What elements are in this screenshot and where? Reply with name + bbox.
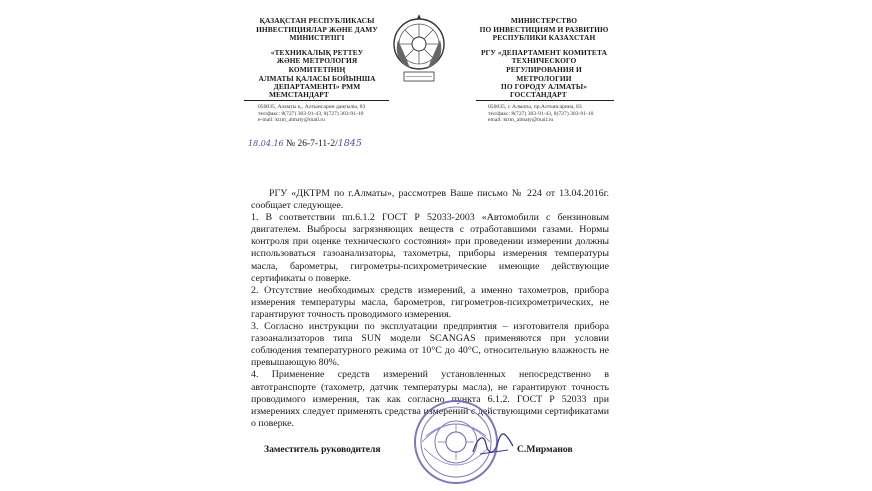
letterhead-right-org1: РГУ «ДЕПАРТАМЕНТ КОМИТЕТА [480,47,608,57]
kazakhstan-state-emblem-icon [392,14,446,88]
letter-body [251,188,609,430]
letterhead-left-line1: ҚАЗАҚСТАН РЕСПУБЛИКАСЫ [259,16,375,25]
letterhead-left-divider [244,100,389,101]
letterhead-right-org3: МЕТРОЛОГИИ [516,73,572,83]
letterhead-left-org2: ЖӘНЕ МЕТРОЛОГИЯ КОМИТЕТІНІҢ [276,56,358,74]
brand-right: ГОССТАНДАРТ [510,90,567,99]
letterhead-right-line3: РЕСПУБЛИКИ КАЗАХСТАН [492,33,596,43]
letterhead-right-divider [476,100,614,101]
letterhead-left-org1: «ТЕХНИКАЛЫҚ РЕТТЕУ [270,47,364,57]
letterhead-right-org4: ПО ГОРОДУ АЛМАТЫ» [501,82,587,92]
letterhead-right-line1: МИНИСТЕРСТВО [510,16,578,25]
address-left-line1: 050035, Алматы қ., Алтынсарин даңғылы, 83 [258,104,366,110]
address-left-line3: e-mail: ktrm_almaty@mail.ru [258,117,325,124]
letterhead-left-line3: МИНИСТРЛІГІ [289,33,345,43]
letterhead-right [478,17,610,92]
reference-date: 18.04.16 [248,139,284,148]
address-right-line3: email: ktrm_almaty@mail.ru [488,117,554,124]
body-paragraph-3: 3. Согласно инструкции по эксплуатации предприятия – изготовителя прибора газоанализаторов типа SUN модели SCANGAS применяются при условии соблюдения температурного режима от 10°С до 40°С, относительную влажность не превышающую 80%. [251,321,609,369]
address-left-line2: тел/факс: 8(727) 303-91-43, 8(727) 303-91-10 [258,110,364,117]
signatory-name: С.Мирманов [517,444,573,455]
address-right-line1: 050035, г. Алматы, пр.Алтынсарина, 83 [488,104,582,110]
body-paragraph-4: 4. Применение средств измерений установленных непосредственно в автотранспорте (тахометр, датчик температуры масла), не гарантируют точность проводимого измерения, так как согласно пункта 6.1.2. ГОСТ Р 52033 при измерениях следует применять средства измерений с действующими сертификатами о поверке. [251,369,609,429]
address-right-line2: тел/факс: 8(727) 303-91-43, 8(727) 303-91-10 [488,110,594,117]
handwritten-signature-icon [470,430,516,460]
letterhead-right-line2: ПО ИНВЕСТИЦИЯМ И РАЗВИТИЮ [479,24,609,34]
body-paragraph-1: 1. В соответствии пп.6.1.2 ГОСТ Р 52033-2003 «Автомобили с бензиновым двигателем. Выбросы загрязняющих веществ с отработавшими газами. Нормы контроля при оценке технического состояния» при проведении измерении должны использоваться газоанализаторы, тахометры, приборы измерения температуры масла, барометры, гигрометры-психрометрические имеющие действующие сертификаты о поверке. [251,212,609,284]
letterhead-left [248,17,386,92]
letterhead-left-line2: ИНВЕСТИЦИЯЛАР ЖӘНЕ ДАМУ [256,24,378,34]
letterhead-left-org4: ДЕПАРТАМЕНТІ» РММ [273,82,361,92]
reference-number-prefix: № 26-7-11-2/ [286,139,338,149]
reference-line [248,138,362,149]
brand-left: МЕМСТАНДАРТ [269,90,329,99]
signatory-role: Заместитель руководителя [264,444,381,455]
letterhead-right-org2: ТЕХНИЧЕСКОГО РЕГУЛИРОВАНИЯ И [506,56,582,74]
reference-number-handwritten: 1845 [337,138,362,149]
letterhead-left-org3: АЛМАТЫ ҚАЛАСЫ БОЙЫНША [258,73,376,83]
address-right [488,104,608,124]
body-intro: РГУ «ДКТРМ по г.Алматы», рассмотрев Ваше письмо № 224 от 13.04.2016г. сообщает следующее. [251,188,609,212]
address-left [258,104,378,124]
body-paragraph-2: 2. Отсутствие необходимых средств измерений, а именно тахометров, прибора измерения температуры масла, барометров, гигрометров-психрометрических, не гарантируют точность проводимого измерения. [251,284,609,320]
